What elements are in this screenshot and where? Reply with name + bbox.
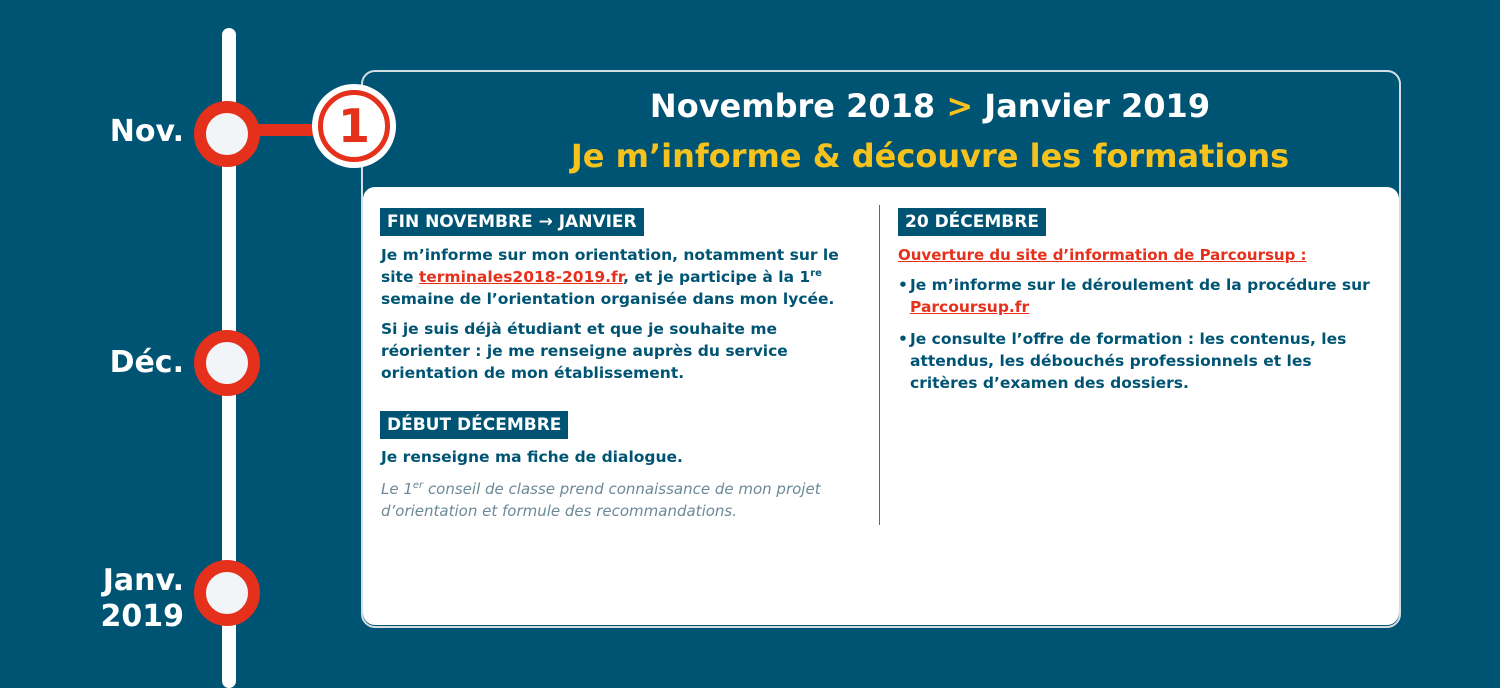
section1-sup: re [810,267,822,279]
column-divider [879,205,880,525]
parcoursup-link[interactable]: Parcoursup.fr [910,298,1030,316]
section1-text-b: , et je participe à la 1 [623,268,811,286]
right-bullet-list [898,274,1378,404]
section1-text-c: semaine de l’orientation organisée dans mon lycée. [381,290,835,308]
period-end: Janvier 2019 [984,87,1211,125]
terminales-link[interactable]: terminales2018-2019.fr [418,268,624,286]
parcoursup-heading-link[interactable]: Ouverture du site d’information de Parcoursup : [898,246,1307,264]
step-period-title [380,86,1480,126]
period-arrow-icon: > [946,87,974,125]
section-tag-debut-decembre: DÉBUT DÉCEMBRE [380,411,568,439]
month-label-dec: Déc. [109,345,184,380]
section1-text-a: Je m’informe sur mon orientation, notamment sur le site [381,246,839,286]
step-subtitle: Je m’informe & découvre les formations [570,137,1290,175]
month-label-jan-year: 2019 [100,599,184,634]
parcoursup-heading [898,244,1378,266]
bullet1-text: Je m’informe sur le déroulement de la procédure sur [910,276,1370,294]
section1-paragraph2: Si je suis déjà étudiant et que je souhaite me réorienter : je me renseigne auprès du service orientation de mon établissement. [381,320,788,382]
step-number-badge: 1 [318,90,390,162]
section2-note [381,478,871,522]
list-item [898,274,1378,318]
timeline-node-dec [194,330,260,396]
timeline-node-jan [194,560,260,626]
section2-paragraph1: Je renseigne ma fiche de dialogue. [381,448,683,466]
section-tag-fin-novembre: FIN NOVEMBRE → JANVIER [380,208,644,236]
month-label-jan [64,563,184,635]
month-label-jan-month: Janv. [102,563,184,598]
period-start: Novembre 2018 [649,87,936,125]
section2-note-sup: er [412,480,424,491]
section-tag-20-decembre: 20 DÉCEMBRE [898,208,1046,236]
timeline-node-nov [194,101,260,167]
section2-note-a: Le 1 [381,480,413,498]
month-label-nov: Nov. [109,114,184,149]
list-item: • Je consulte l’offre de formation : les contenus, les attendus, les débouchés professionnels et les critères d’examen des dossiers. [898,328,1378,394]
section1-paragraph1 [381,244,871,310]
section2-note-b: conseil de classe prend connaissance de mon projet d’orientation et formule des recommandations. [381,480,821,520]
